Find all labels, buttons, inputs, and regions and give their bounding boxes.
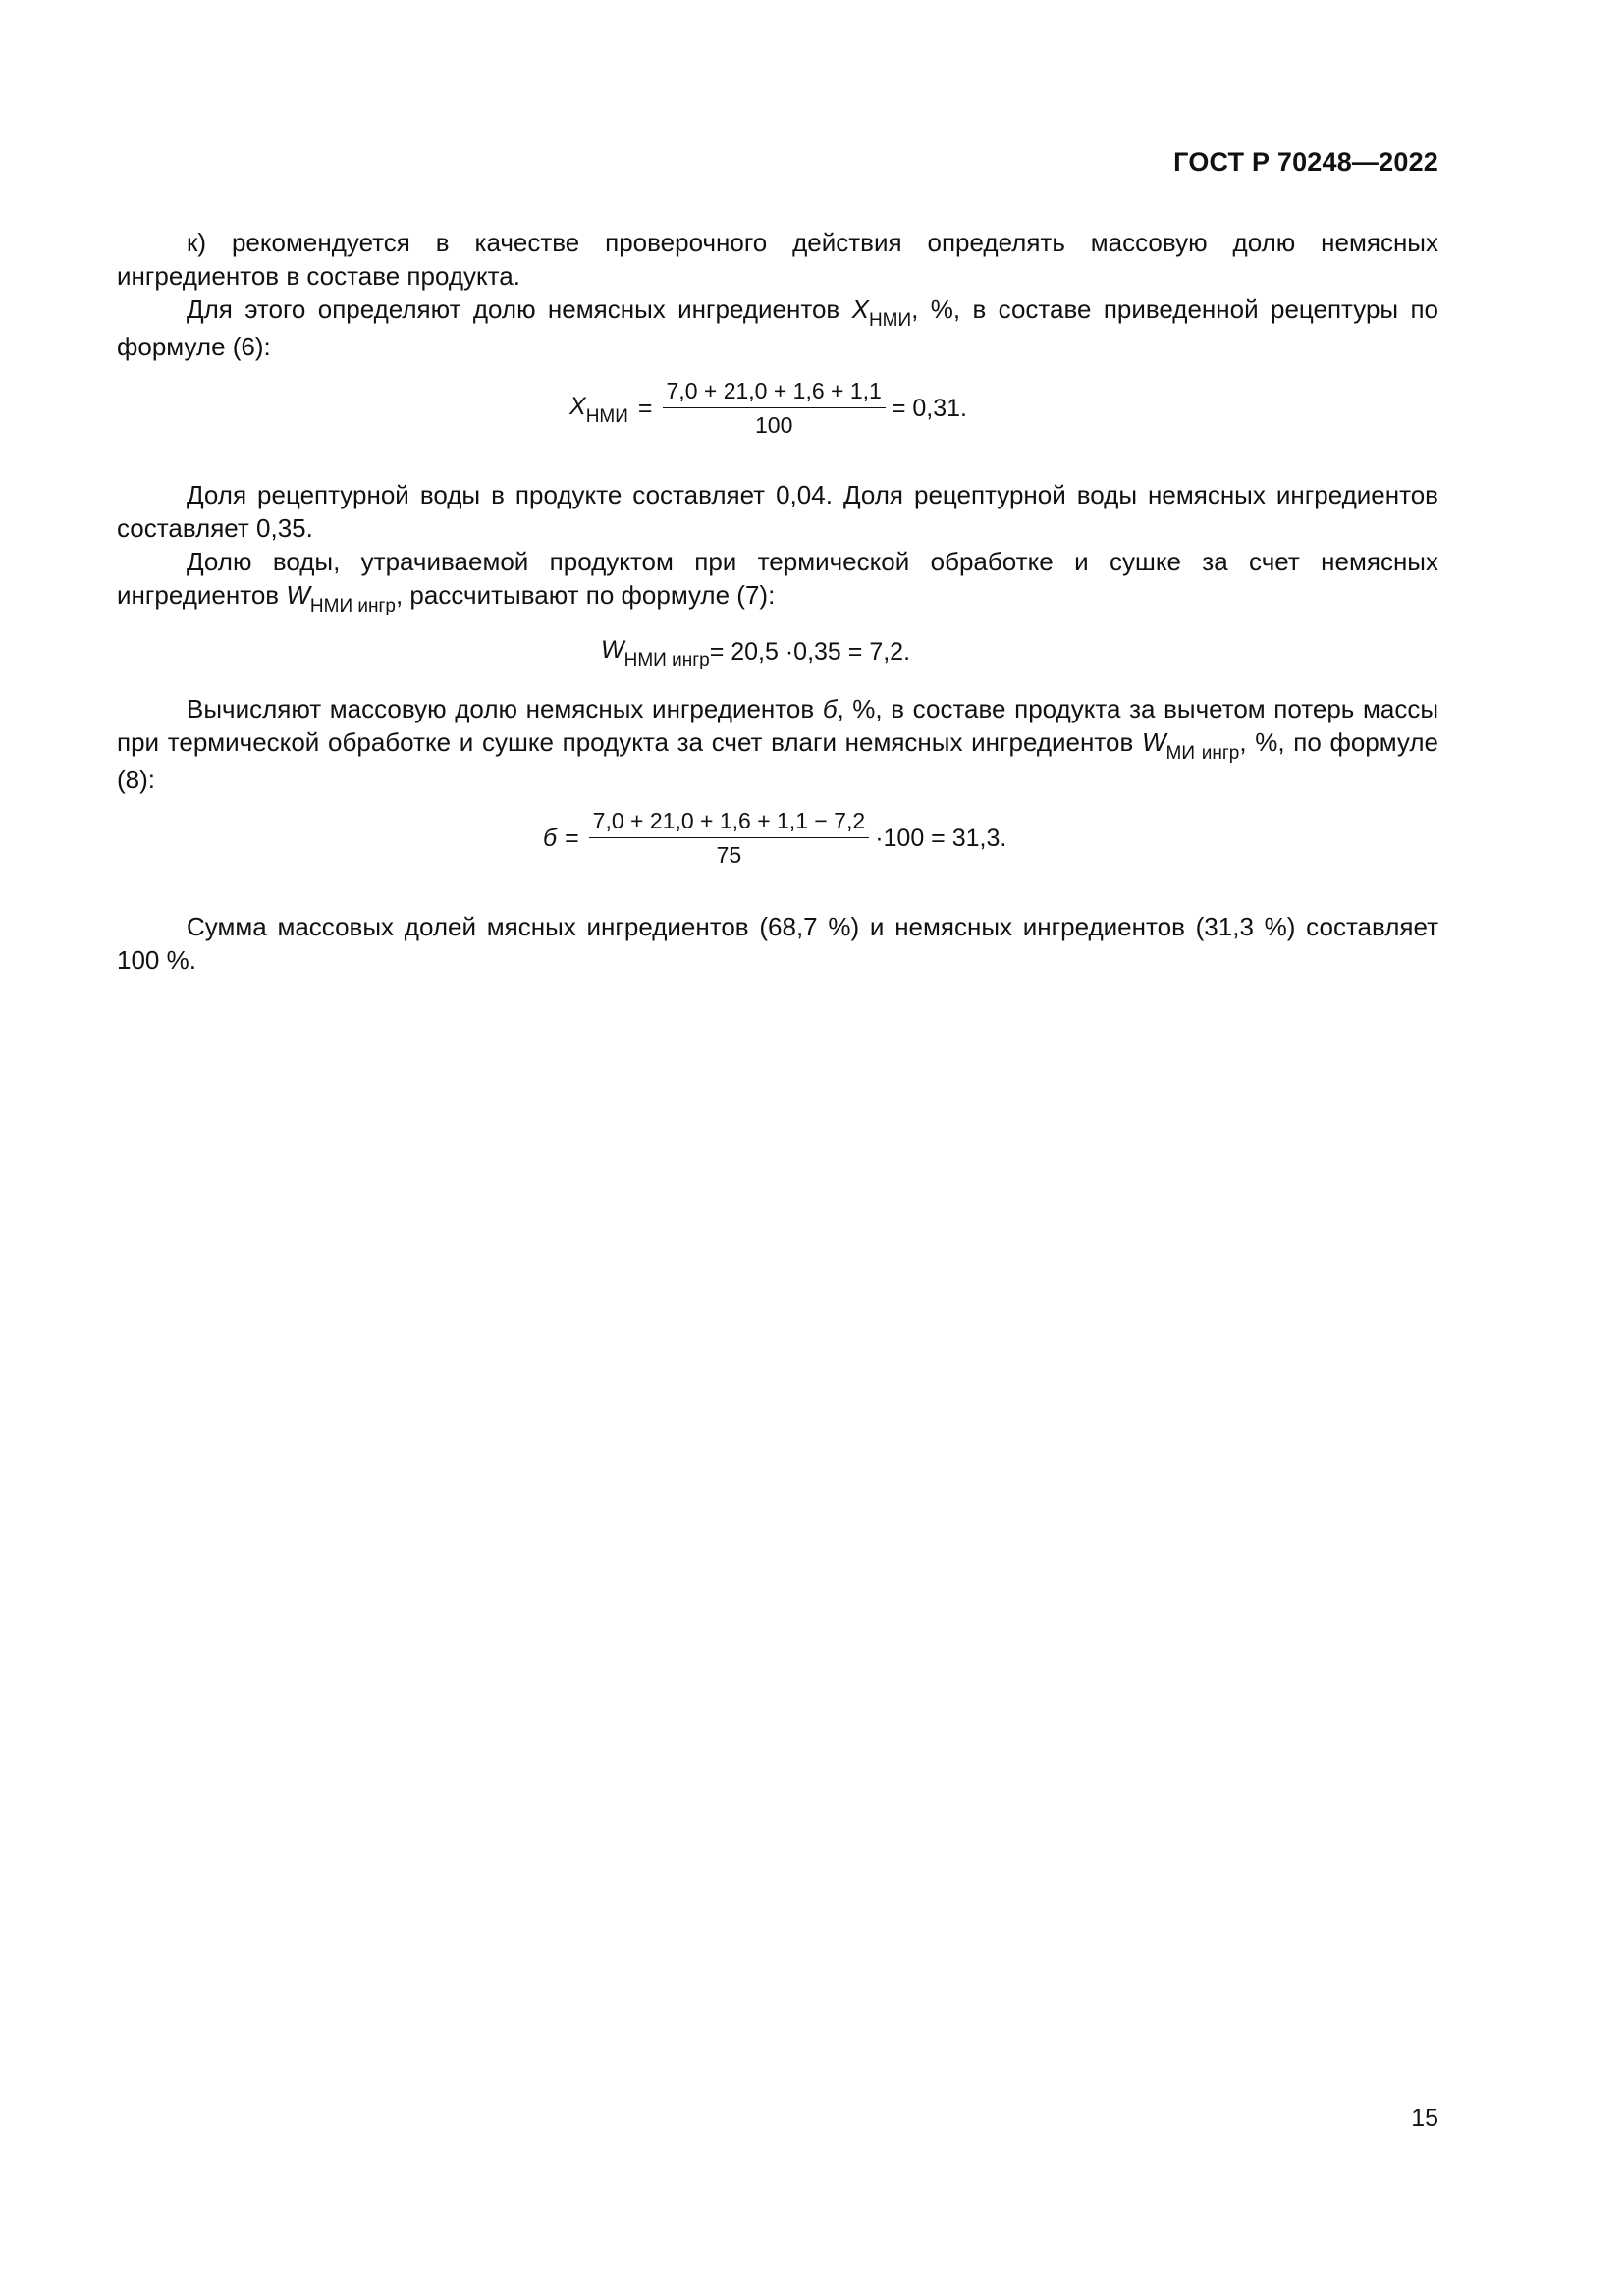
para2-before: Для этого определяют долю немясных ингредиентов xyxy=(187,294,852,324)
formula8-fraction xyxy=(589,807,870,869)
formula-6 xyxy=(569,377,967,439)
formula-8 xyxy=(543,807,1006,869)
formula6-equals: = xyxy=(637,394,653,422)
symbol-x-nmi: $X_{НМИ}$ xyxy=(851,294,912,331)
formula6-fraction xyxy=(663,377,886,439)
formula6-denominator: 100 xyxy=(754,412,793,438)
paragraph-k xyxy=(117,226,1438,363)
symbol-b: б xyxy=(822,694,838,723)
paragraph-formula8-intro xyxy=(117,692,1438,796)
paragraph-sum-text: Сумма массовых долей мясных ингредиентов (68,7 %) и немясных ингредиентов (31,3 %) составляет 100 %. xyxy=(117,912,1438,975)
paragraph-formula8-intro-text: Вычисляют массовую долю немясных ингредиентов б, %, в составе продукта за вычетом потерь массы при термической обработке и сушке продукта за счет влаги немясных ингредиентов $W_{МИ ингр}$, %, по формуле (8): xyxy=(117,694,1439,794)
document-header: ГОСТ Р 70248—2022 xyxy=(1173,147,1438,177)
paragraph-water-text: Доля рецептурной воды в продукте составляет 0,04. Доля рецептурной воды немясных ингредиентов составляет 0,35. xyxy=(117,480,1438,543)
symbol-w-nmi-ingr: $W_{НМИ ингр}$ xyxy=(286,580,396,616)
paragraph-sum xyxy=(117,910,1438,977)
formula6-numerator: 7,0 + 21,0 + 1,6 + 1,1 xyxy=(663,377,886,408)
formula8-denominator: 75 xyxy=(716,842,742,868)
paragraph-formula7-intro: Долю воды, утрачиваемой продуктом при термической обработке и сушке за счет немясных ингредиентов $W_{НМИ ингр}$, рассчитывают по формуле (7): xyxy=(117,547,1438,616)
para2-after: , %, в составе приведенной рецептуры по формуле (6): xyxy=(117,294,1439,361)
formula6-result: = 0,31. xyxy=(891,394,967,422)
paragraph-k-text: к) рекомендуется в качестве проверочного действия определять массовую долю немясных ингредиентов в составе продукта. xyxy=(117,228,1438,291)
formula8-numerator: 7,0 + 21,0 + 1,6 + 1,1 − 7,2 xyxy=(589,807,870,838)
symbol-w-mi-ingr: $W_{МИ ингр}$ xyxy=(1141,727,1240,764)
formula6-lhs: $X_{НМИ}$ xyxy=(569,393,628,427)
formula-7 xyxy=(601,633,910,669)
page-number: 15 xyxy=(1411,2105,1438,2132)
formula8-lhs: б xyxy=(543,824,558,852)
formula8-result: ·100 = 31,3. xyxy=(875,824,1007,852)
paragraph-water xyxy=(117,478,1438,615)
formula7-lhs: $W_{НМИ ингр}$ xyxy=(601,636,710,670)
formula8-equals: = xyxy=(565,824,579,852)
paragraph-formula6-intro xyxy=(117,293,1438,363)
formula7-rhs: = 20,5 ·0,35 = 7,2. xyxy=(709,637,911,666)
